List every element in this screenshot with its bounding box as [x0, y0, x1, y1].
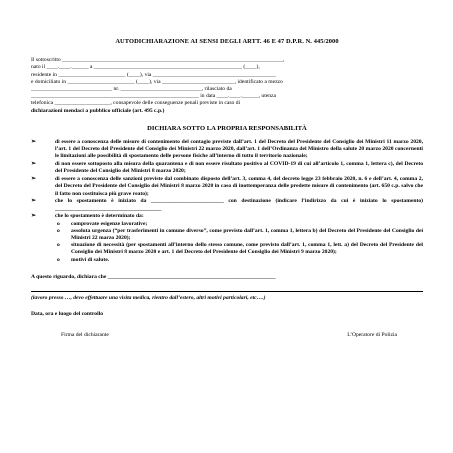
example-note: (lavoro presso …, devo effettuare una visita medica, rientro dall’estero, altri motivi particolari, etc….) — [31, 295, 266, 302]
signature-row — [31, 332, 423, 339]
intro-line: residente in ________________________ (____), via ____________________________________________ — [31, 71, 276, 78]
intro-line: Il sottoscritto _______________________________________________________________________________, — [31, 57, 285, 64]
arrow-bullet-icon: ➢ — [31, 213, 37, 220]
intro-line: ____________________________________________________________ in data ____.____.______, utenza — [31, 93, 277, 100]
arrow-bullet-icon: ➢ — [31, 161, 37, 168]
list-item: ➢ di non essere sottoposto alla misura della quarantena e di non essere risultato positivo al COVID-19 di cui all’articolo 1, comma 1, lettera c), del Decreto del Presidente del Consiglio dei Ministri 8 marzo 2020; — [31, 161, 423, 175]
intro-line: telefonica ____________________, consapevole delle conseguenze penali previste in caso di — [31, 100, 241, 107]
reason-item: o motivi di salute. — [57, 256, 110, 263]
officer-signature-label: L’Operatore di Polizia — [347, 332, 397, 339]
reason-item: o assoluta urgenza (“per trasferimenti in comune diverso”, come previsto dall’art. 1, comma 1, lettera b) del Decreto del Presidente del Consiglio dei Ministri 22 marzo 2020); — [57, 227, 423, 242]
list-item: ➢ di essere a conoscenza delle sanzioni previste dal combinato disposto dell’art. 3, comma 4, del decreto legge 23 febbraio 2020, n. 6 e dell’art. 4, comma 2, del Decreto del Presidente del Consiglio dei Ministri 8 marzo 2020 in caso di inottemperanza delle predette misure di contenimento (art. 650 c.p. salvo che il fatto non costituisca più grave reato); — [31, 176, 423, 197]
reason-item: o comprovate esigenze lavorative; — [57, 220, 148, 227]
list-item: ➢ che lo spostamento è determinato da: o comprovate esigenze lavorative; o assoluta urgenza (“per trasferimenti in comune diverso”, come previsto dall’art. 1, comma 1, lettera b) del Decreto del Presidente del Consiglio dei Ministri 22 marzo 2020); o situazione di necessità (per spostamenti all’interno dello stesso comune, come previsto dall’art. 1, comma 1, lett. a) del Decreto del Presidente del Consiglio dei Ministri 8 marzo 2020 e art. 1 del Decreto del Presidente del Consiglio dei Ministri 9 marzo 2020); o motivi di salute. — [31, 213, 423, 263]
list-item: ➢ che lo spostamento è iniziato da __________________________ con destinazione (indicare l’indirizzo da cui è iniziato lo spostamento) ______________________________________ — [31, 198, 423, 212]
intro-line: nato il ____.____.______ a _____________________________________________________ (____), — [31, 64, 260, 71]
regard-statement: A questo riguardo, dichiara che ____________________________________________________________ — [31, 273, 276, 280]
list-item: ➢ di essere a conoscenza delle misure di contenimento del contagio previste dall’art. 1 del Decreto del Presidente del Consiglio dei Ministri 11 marzo 2020, l’art. 1 del Decreto del Presidente del Consiglio dei Ministri 22 marzo 2020, dall’art. 1 dell’Ordinanza del Ministro della salute 20 marzo 2020 concernenti le limitazioni alle possibilità di spostamento delle persone fisiche all’interno di tutto il territorio nazionale; — [31, 139, 423, 160]
document-title: AUTODICHIARAZIONE AI SENSI DEGLI ARTT. 46 E 47 D.P.R. N. 445/2000 — [115, 38, 339, 45]
intro-line: e domiciliato in ________________________ (____), via __________________________, identificato a mezzo — [31, 78, 283, 85]
arrow-bullet-icon: ➢ — [31, 139, 37, 146]
control-date-label: Data, ora e luogo del controllo — [31, 311, 103, 318]
reason-item: o situazione di necessità (per spostamenti all’interno dello stesso comune, come previsto dall’art. 1, comma 1, lett. a) del Decreto del Presidente del Consiglio dei Ministri 8 marzo 2020 e art. 1 del Decreto del Presidente del Consiglio dei Ministri 9 marzo 2020); — [57, 242, 423, 256]
blank-line — [31, 283, 423, 292]
form-page — [31, 38, 423, 340]
circle-bullet-icon: o — [57, 227, 60, 234]
declarant-details — [31, 57, 423, 115]
declarant-signature-label: Firma del dichiarante — [61, 332, 109, 339]
arrow-bullet-icon: ➢ — [31, 176, 37, 183]
circle-bullet-icon: o — [57, 256, 60, 263]
intro-line: dichiarazioni mendaci a pubblico ufficiale (art. 495 c.p.) — [31, 107, 165, 114]
circle-bullet-icon: o — [57, 242, 60, 249]
circle-bullet-icon: o — [57, 220, 60, 227]
declaration-list — [31, 139, 423, 264]
declaration-heading: DICHIARA SOTTO LA PROPRIA RESPONSABILITÀ — [147, 124, 307, 132]
reason-list — [55, 221, 423, 264]
intro-line: _____________________________ nr. _____________________________, rilasciato da — [31, 86, 232, 93]
arrow-bullet-icon: ➢ — [31, 198, 37, 205]
